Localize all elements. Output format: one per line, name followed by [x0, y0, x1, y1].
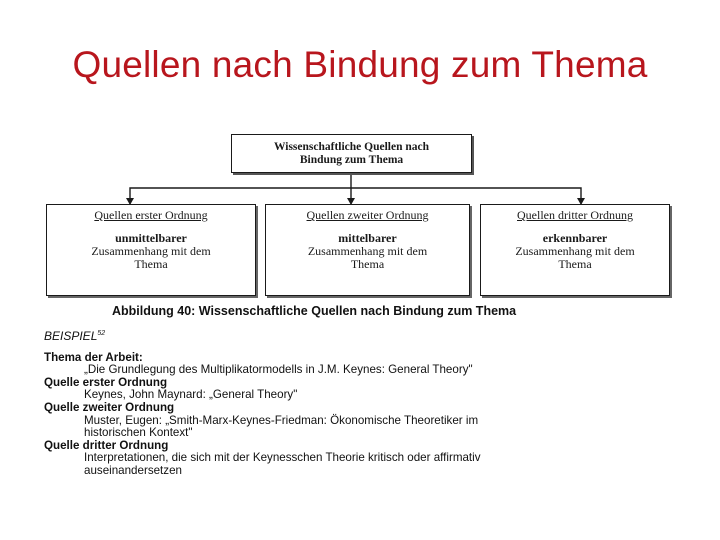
- example-line: historischen Kontext": [84, 426, 193, 440]
- node-heading: Quellen zweiter Ordnung: [306, 208, 429, 222]
- node-second-order: [265, 204, 470, 296]
- root-line-1: Wissenschaftliche Quellen nach: [273, 141, 430, 153]
- node-text-line-1: Zusammenhang mit dem: [91, 244, 211, 258]
- example-line: auseinandersetzen: [84, 463, 182, 477]
- example-heading-third-order: Quelle dritter Ordnung: [44, 438, 169, 452]
- example-heading-second-order: Quelle zweiter Ordnung: [44, 400, 175, 414]
- node-text-line-1: Zusammenhang mit dem: [515, 244, 635, 258]
- node-bold-text: mittelbarer: [338, 231, 397, 245]
- footnote-marker: 52: [97, 330, 106, 337]
- node-text-line-2: Thema: [558, 257, 592, 271]
- root-node: [231, 134, 472, 173]
- example-heading-first-order: Quelle erster Ordnung: [44, 375, 168, 389]
- node-bold-text: unmittelbarer: [115, 231, 187, 245]
- connector-branch-line: [130, 188, 581, 204]
- example-line: Interpretationen, die sich mit der Keynesschen Theorie kritisch oder affirmativ: [84, 451, 481, 465]
- example-label: [44, 328, 664, 343]
- example-line: „Die Grundlegung des Multiplikatormodells in J.M. Keynes: General Theory": [84, 363, 473, 377]
- figure-caption: Abbildung 40: Wissenschaftliche Quellen nach Bindung zum Thema: [112, 304, 517, 318]
- node-bold-text: erkennbarer: [542, 231, 608, 245]
- node-heading: Quellen dritter Ordnung: [517, 208, 633, 222]
- node-text-line-2: Thema: [134, 257, 168, 271]
- example-label-text: BEISPIEL: [44, 329, 98, 343]
- example-block: [44, 328, 664, 478]
- example-heading-topic: Thema der Arbeit:: [44, 350, 143, 364]
- slide-title: Quellen nach Bindung zum Thema: [72, 44, 648, 85]
- example-line: Muster, Eugen: „Smith-Marx-Keynes-Friedman: Ökonomische Theoretiker im: [84, 413, 479, 427]
- root-line-2: Bindung zum Thema: [299, 154, 404, 166]
- node-heading: Quellen erster Ordnung: [94, 208, 208, 222]
- node-text-line-1: Zusammenhang mit dem: [307, 244, 428, 258]
- node-text-line-2: Thema: [350, 257, 385, 271]
- scanned-page-excerpt: [40, 128, 670, 498]
- node-first-order: [46, 204, 256, 296]
- example-line: Keynes, John Maynard: „General Theory": [84, 388, 298, 402]
- node-third-order: [480, 204, 670, 296]
